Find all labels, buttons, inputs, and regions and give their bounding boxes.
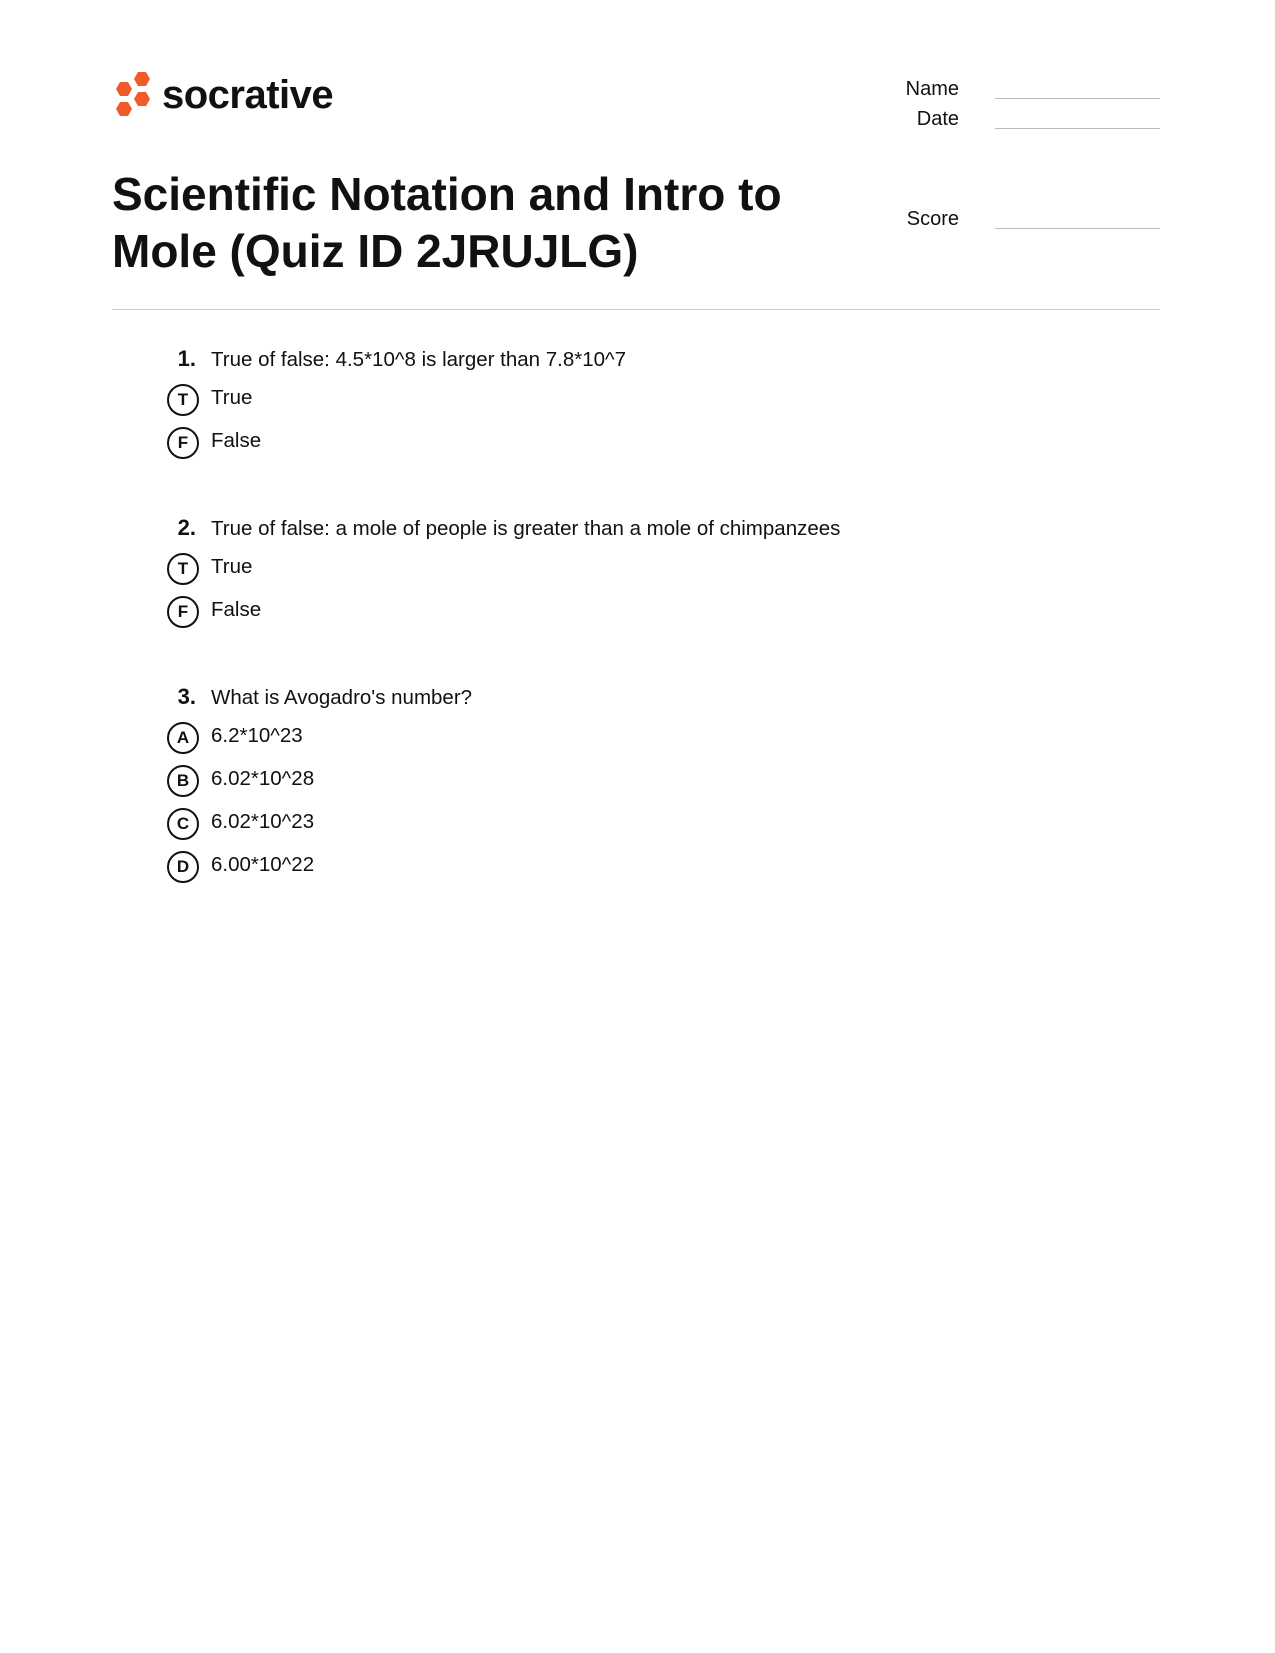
option-letter: C [167, 808, 199, 840]
name-line [995, 98, 1160, 99]
question-number: 2. [177, 515, 196, 540]
option-text: 6.02*10^23 [211, 810, 315, 833]
option-letter: T [167, 384, 199, 416]
option-false[interactable] [160, 427, 1160, 470]
date-field[interactable] [880, 108, 1160, 138]
option-text: 6.2*10^23 [211, 724, 303, 747]
page-title: Scientific Notation and Intro to Mole (Quiz ID 2JRUJLG) [112, 168, 782, 277]
option-text: True [211, 386, 253, 409]
score-label: Score [906, 208, 959, 230]
header-divider [112, 309, 1160, 310]
option-letter: D [167, 851, 199, 883]
name-field[interactable] [880, 78, 1160, 108]
option-c[interactable] [160, 808, 1160, 851]
option-letter: T [167, 553, 199, 585]
question-3 [160, 684, 1160, 894]
date-line [995, 128, 1160, 129]
option-d[interactable] [160, 851, 1160, 894]
question-text: True of false: 4.5*10^8 is larger than 7.8*10^7 [211, 348, 627, 371]
question-2 [160, 515, 1160, 639]
option-letter: F [167, 427, 199, 459]
question-text: What is Avogadro's number? [211, 686, 473, 709]
name-label: Name [905, 78, 959, 100]
socrative-logo-icon [110, 70, 160, 126]
option-letter: F [167, 596, 199, 628]
option-text: 6.02*10^28 [211, 767, 315, 790]
question-number: 1. [177, 346, 196, 371]
option-letter: B [167, 765, 199, 797]
option-text: True [211, 555, 253, 578]
option-text: False [211, 429, 262, 452]
question-number: 3. [177, 684, 196, 709]
option-true[interactable] [160, 384, 1160, 427]
option-true[interactable] [160, 553, 1160, 596]
option-b[interactable] [160, 765, 1160, 808]
option-text: 6.00*10^22 [211, 853, 315, 876]
question-1 [160, 346, 1160, 470]
brand-name: socrative [162, 73, 334, 117]
date-label: Date [916, 108, 959, 130]
score-line [995, 228, 1160, 229]
option-false[interactable] [160, 596, 1160, 639]
option-a[interactable] [160, 722, 1160, 765]
score-field[interactable] [880, 208, 1160, 238]
question-text: True of false: a mole of people is greater than a mole of chimpanzees [211, 517, 841, 540]
option-text: False [211, 598, 262, 621]
option-letter: A [167, 722, 199, 754]
